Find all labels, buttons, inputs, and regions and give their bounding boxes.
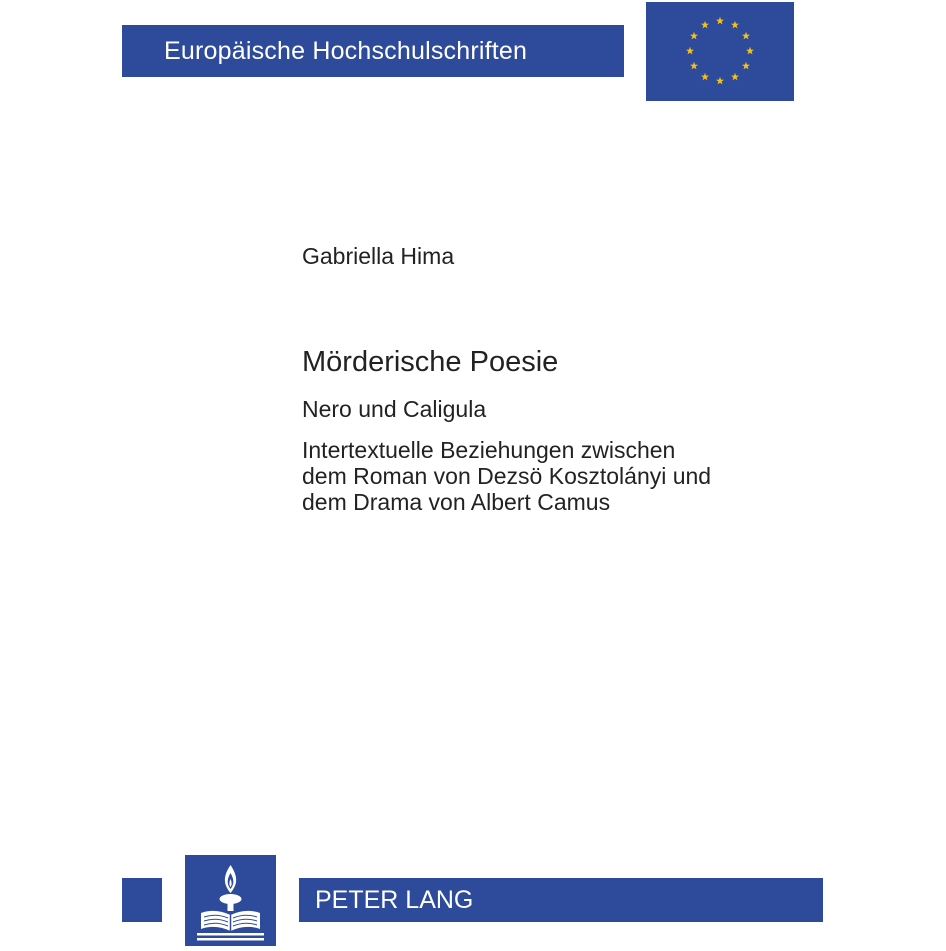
series-title: Europäische Hochschulschriften — [164, 37, 528, 65]
eu-stars-icon — [646, 2, 794, 101]
book-title: Mörderische Poesie — [302, 346, 559, 378]
publisher-banner — [299, 878, 823, 922]
publisher-name: PETER LANG — [315, 886, 474, 914]
star-icon — [716, 17, 724, 25]
star-icon — [731, 73, 739, 81]
star-icon — [690, 62, 698, 70]
decorative-block — [122, 878, 162, 922]
publisher-logo — [185, 855, 276, 946]
star-icon — [742, 32, 750, 40]
star-icon — [690, 32, 698, 40]
book-description — [302, 437, 762, 515]
star-icon — [731, 21, 739, 29]
star-icon — [701, 73, 709, 81]
peter-lang-lamp-book-icon — [185, 855, 276, 946]
book-subtitle: Nero und Caligula — [302, 396, 487, 422]
description-line: Intertextuelle Beziehungen zwischen — [302, 437, 676, 463]
star-icon — [742, 62, 750, 70]
description-line: dem Drama von Albert Camus — [302, 489, 611, 515]
star-icon — [716, 77, 724, 85]
eu-flag — [646, 2, 794, 101]
star-icon — [746, 47, 754, 55]
star-icon — [686, 47, 694, 55]
author-name: Gabriella Hima — [302, 243, 455, 269]
description-line: dem Roman von Dezsö Kosztolányi und — [302, 463, 712, 489]
series-banner — [122, 25, 624, 77]
star-icon — [701, 21, 709, 29]
